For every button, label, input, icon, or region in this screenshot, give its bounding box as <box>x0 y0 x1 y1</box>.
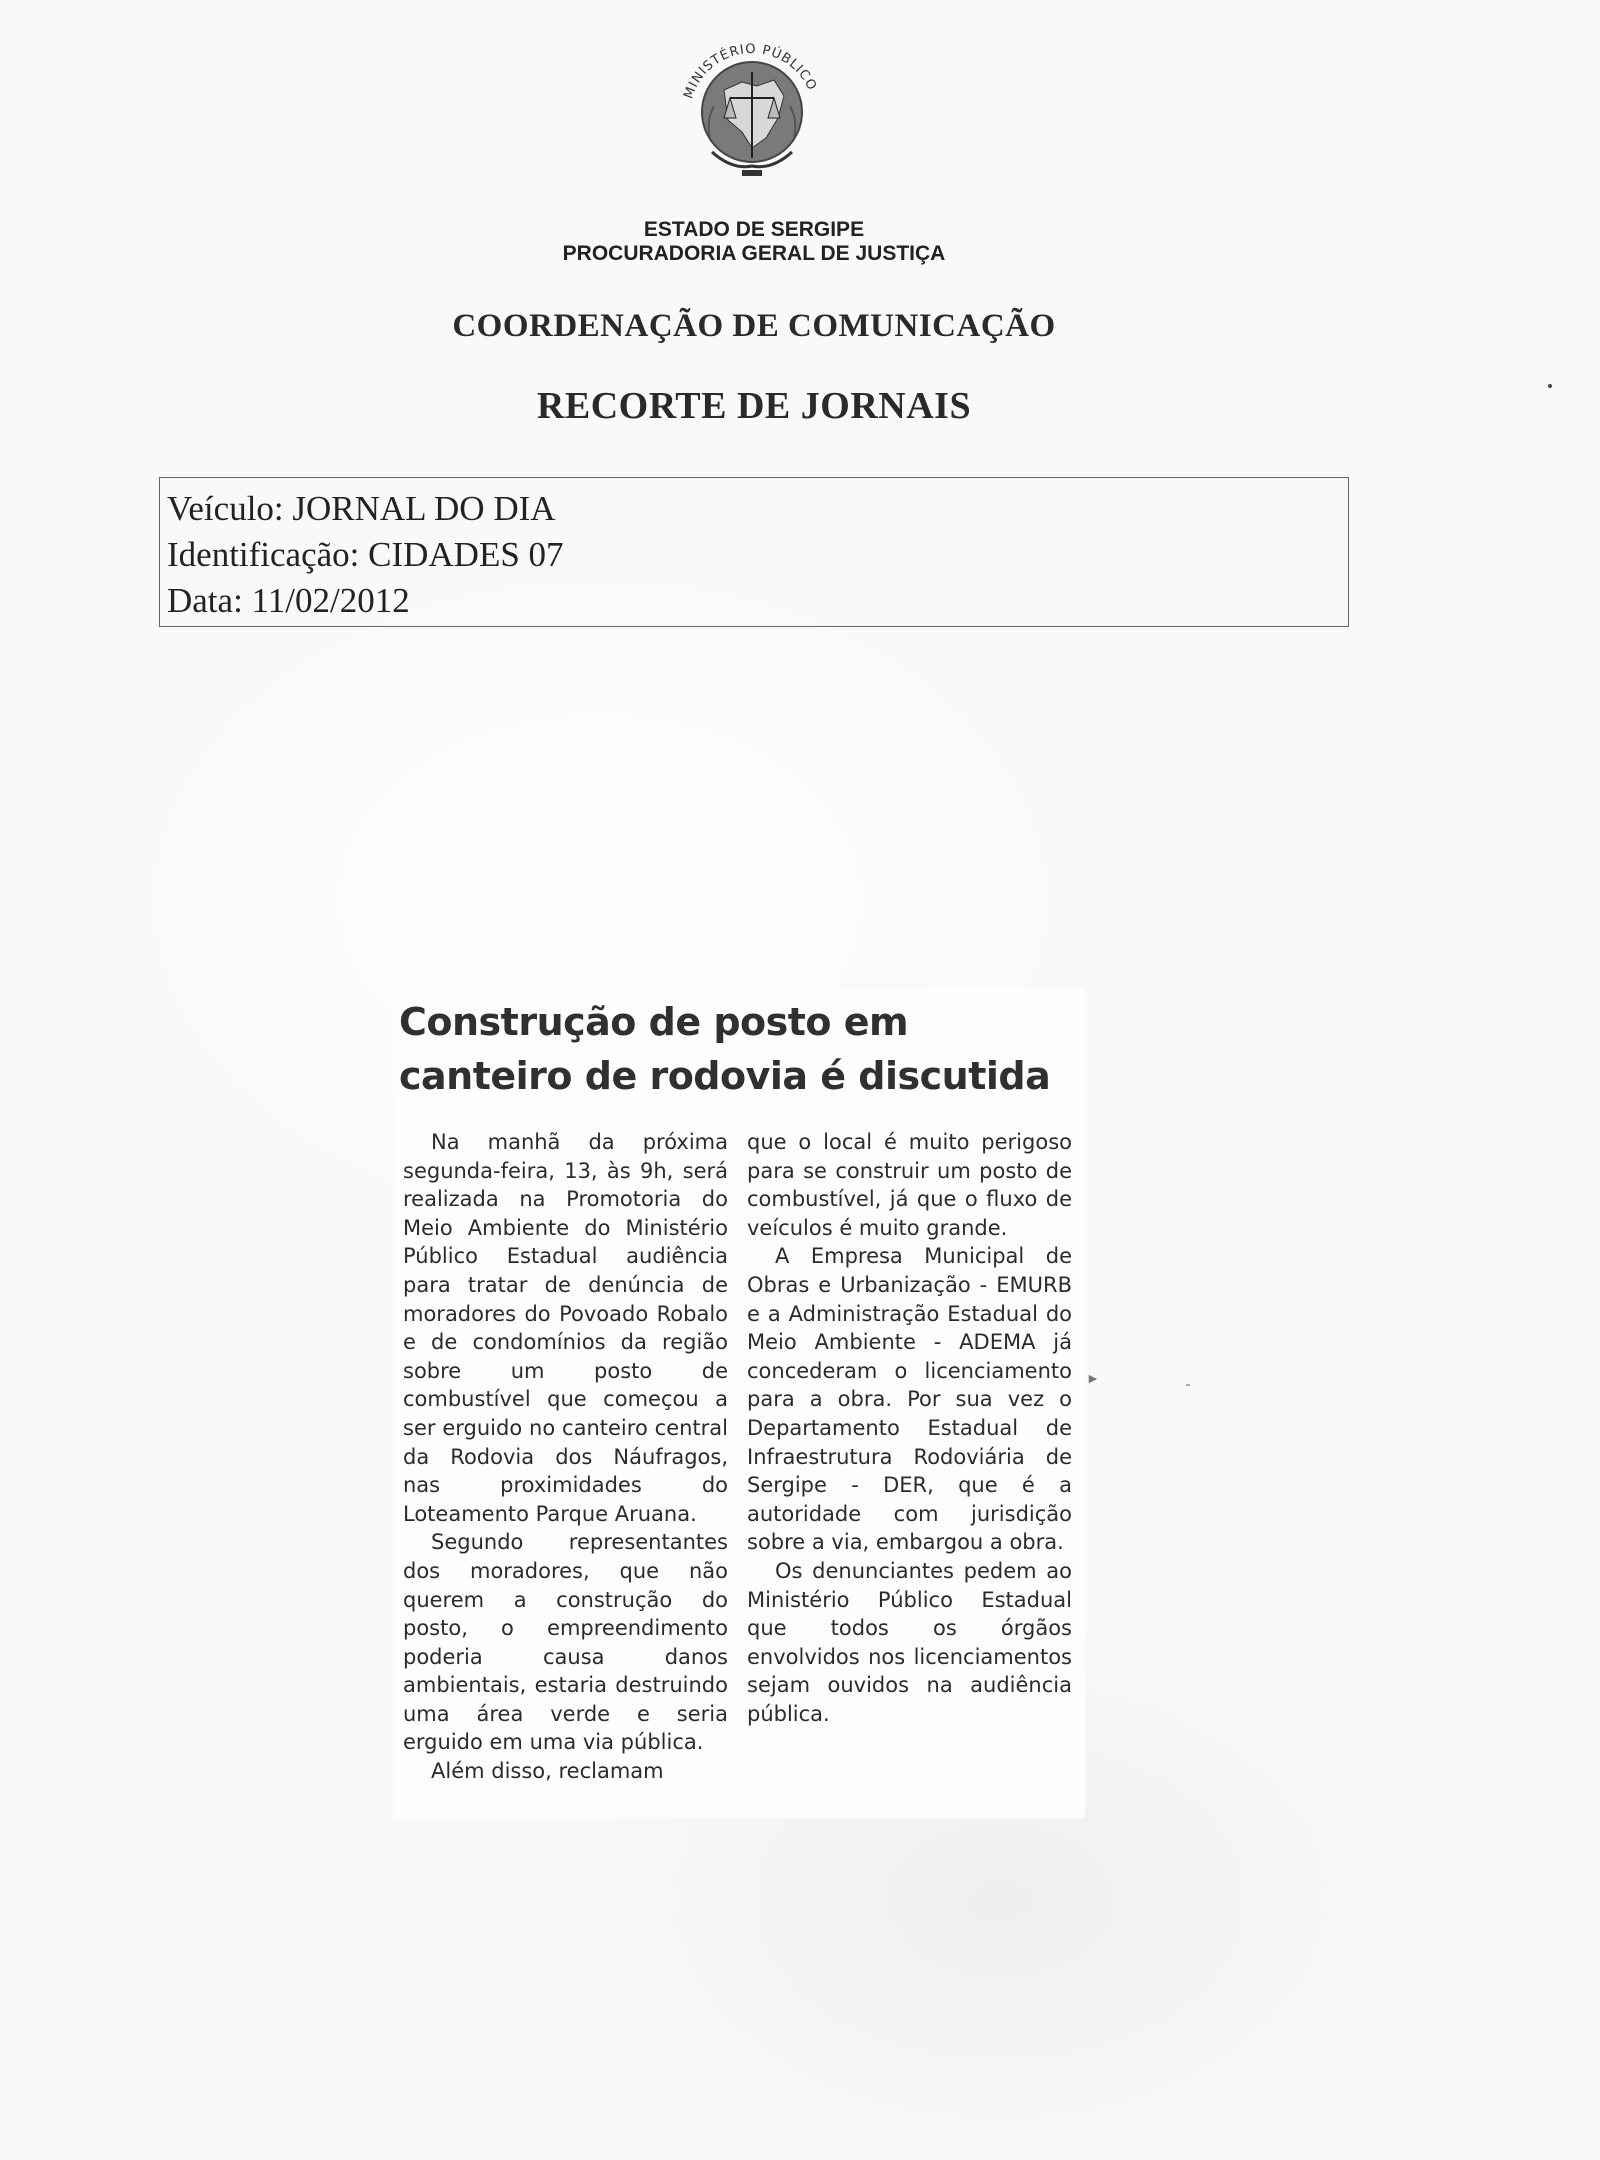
article-paragraph: Além disso, reclamam <box>431 1759 664 1784</box>
headline-line-1: Construção de posto em <box>399 1000 909 1044</box>
identification-line: Identificação: CIDADES 07 <box>167 535 564 574</box>
seal-arc-text: MINISTÉRIO PÚBLICO <box>681 41 820 101</box>
newspaper-clipping <box>395 988 1085 1818</box>
article-paragraph: A Empresa Municipal de Obras e Urbanização - EMURB e a Administração Estadual do Meio Ambiente - ADEMA já concederam o licenciamento para a obra. Por sua vez o Departamento Estadual de Infraestrutura Rodoviária de Sergipe - DER, que é a autoridade com jurisdição sobre a via, embargou a obra. <box>747 1244 1072 1555</box>
article-column-left <box>403 1128 728 1786</box>
department-title: COORDENAÇÃO DE COMUNICAÇÃO <box>452 308 1056 344</box>
article-paragraph: Na manhã da próxima segunda-feira, 13, às 9h, será realizada na Promotoria do Meio Ambiente do Ministério Público Estadual audiência para tratar de denúncia de moradores do Povoado Robalo e de condomínios da região sobre um posto de combustível que começou a ser erguido no canteiro central da Rodovia dos Náufragos, nas proximidades do Loteamento Parque Aruana. <box>403 1130 728 1526</box>
headline-line-2: canteiro de rodovia é discutida <box>399 1054 1051 1098</box>
ministerio-publico-seal-icon <box>662 20 842 200</box>
document-title: RECORTE DE JORNAIS <box>536 385 972 427</box>
article-column-right <box>747 1128 1072 1728</box>
article-paragraph: que o local é muito perigoso para se construir um posto de combustível, já que o fluxo de veículos é muito grande. <box>747 1130 1072 1240</box>
article-paragraph: Os denunciantes pedem ao Ministério Público Estadual que todos os órgãos envolvidos nos licenciamentos sejam ouvidos na audiência pública. <box>747 1558 1072 1726</box>
scan-speck <box>1186 1384 1190 1386</box>
vehicle-line: Veículo: JORNAL DO DIA <box>167 489 556 528</box>
scan-speck <box>1548 384 1552 388</box>
article-paragraph: Segundo representantes dos moradores, que não querem a construção do posto, o empreendimento poderia causa danos ambientais, estaria destruindo uma área verde e seria erguido em uma via pública. <box>403 1530 728 1755</box>
scan-mark-icon: ► <box>1086 1372 1100 1387</box>
state-name: ESTADO DE SERGIPE <box>643 218 865 241</box>
agency-name: PROCURADORIA GERAL DE JUSTIÇA <box>562 242 946 265</box>
date-line: Data: 11/02/2012 <box>167 581 410 620</box>
clipping-info-box <box>159 477 1349 627</box>
